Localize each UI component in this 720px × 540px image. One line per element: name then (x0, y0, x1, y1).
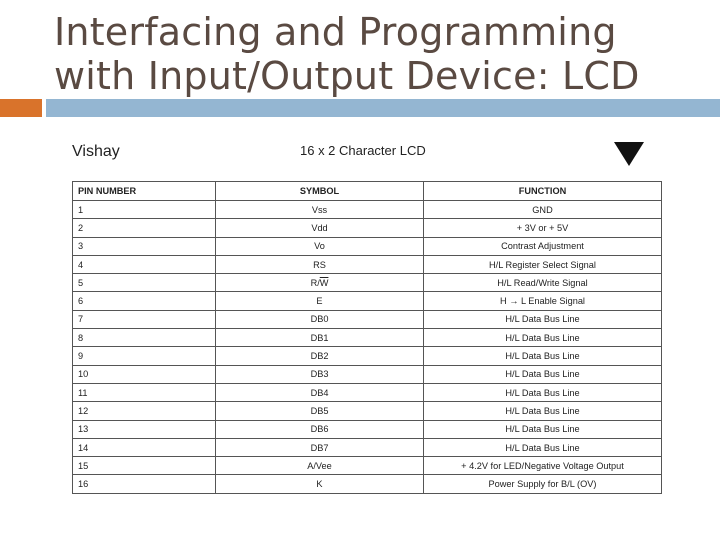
cell-symbol: DB0 (216, 310, 424, 328)
cell-function: H/L Data Bus Line (424, 347, 662, 365)
table-row (73, 237, 662, 255)
cell-pin: 14 (73, 438, 216, 456)
cell-function: H/L Data Bus Line (424, 383, 662, 401)
cell-function: H/L Data Bus Line (424, 420, 662, 438)
cell-symbol: K (216, 475, 424, 493)
cell-symbol: RS (216, 255, 424, 273)
cell-function: + 4.2V for LED/Negative Voltage Output (424, 457, 662, 475)
cell-function: GND (424, 201, 662, 219)
cell-pin: 10 (73, 365, 216, 383)
cell-pin: 5 (73, 274, 216, 292)
cell-function: + 3V or + 5V (424, 219, 662, 237)
cell-symbol: Vss (216, 201, 424, 219)
cell-pin: 7 (73, 310, 216, 328)
cell-pin: 2 (73, 219, 216, 237)
cell-symbol: DB5 (216, 402, 424, 420)
cell-symbol: Vdd (216, 219, 424, 237)
cell-pin: 16 (73, 475, 216, 493)
cell-function: H/L Register Select Signal (424, 255, 662, 273)
table-row (73, 402, 662, 420)
table-row (73, 475, 662, 493)
cell-symbol: DB4 (216, 383, 424, 401)
symbol-overline: $\overline{W}$ (319, 277, 329, 288)
table-row (73, 438, 662, 456)
cell-function: H/L Data Bus Line (424, 365, 662, 383)
cell-pin: 6 (73, 292, 216, 310)
cell-function: H → L Enable Signal (424, 292, 662, 310)
slide-title (54, 10, 714, 98)
table-row (73, 274, 662, 292)
table-row (73, 347, 662, 365)
accent-bar-orange (0, 99, 42, 117)
table-row (73, 255, 662, 273)
cell-symbol: DB3 (216, 365, 424, 383)
cell-symbol: A/Vee (216, 457, 424, 475)
symbol-prefix: R/ (310, 277, 320, 288)
cell-pin: 1 (73, 201, 216, 219)
cell-pin: 3 (73, 237, 216, 255)
slide-title-line-2: with Input/Output Device: LCD (54, 54, 640, 98)
slide-title-line-1: Interfacing and Programming (54, 10, 617, 54)
datasheet-brand: Vishay (72, 143, 120, 160)
cell-function: Contrast Adjustment (424, 237, 662, 255)
cell-function: H/L Data Bus Line (424, 438, 662, 456)
column-header-symbol: SYMBOL (216, 182, 424, 201)
column-header-pin-number: PIN NUMBER (73, 182, 216, 201)
cell-function: H/L Data Bus Line (424, 310, 662, 328)
down-triangle-icon (614, 142, 644, 166)
cell-symbol: DB2 (216, 347, 424, 365)
table-row (73, 420, 662, 438)
cell-pin: 8 (73, 329, 216, 347)
cell-pin: 15 (73, 457, 216, 475)
pin-table (72, 181, 662, 494)
table-row (73, 292, 662, 310)
cell-function: Power Supply for B/L (OV) (424, 475, 662, 493)
cell-pin: 9 (73, 347, 216, 365)
cell-symbol: Vo (216, 237, 424, 255)
datasheet-heading: 16 x 2 Character LCD (300, 143, 426, 158)
accent-bar-blue (46, 99, 720, 117)
cell-symbol: DB1 (216, 329, 424, 347)
cell-pin: 11 (73, 383, 216, 401)
table-row (73, 365, 662, 383)
lcd-datasheet-figure (72, 140, 662, 500)
table-row (73, 201, 662, 219)
column-header-function: FUNCTION (424, 182, 662, 201)
cell-symbol: E (216, 292, 424, 310)
cell-symbol: DB7 (216, 438, 424, 456)
cell-pin: 13 (73, 420, 216, 438)
table-header-row (73, 182, 662, 201)
table-row (73, 383, 662, 401)
cell-function: H/L Data Bus Line (424, 329, 662, 347)
cell-pin: 4 (73, 255, 216, 273)
cell-symbol (216, 274, 424, 292)
cell-symbol: DB6 (216, 420, 424, 438)
cell-function: H/L Data Bus Line (424, 402, 662, 420)
cell-pin: 12 (73, 402, 216, 420)
table-row (73, 219, 662, 237)
cell-function: H/L Read/Write Signal (424, 274, 662, 292)
table-row (73, 457, 662, 475)
table-row (73, 329, 662, 347)
table-row (73, 310, 662, 328)
